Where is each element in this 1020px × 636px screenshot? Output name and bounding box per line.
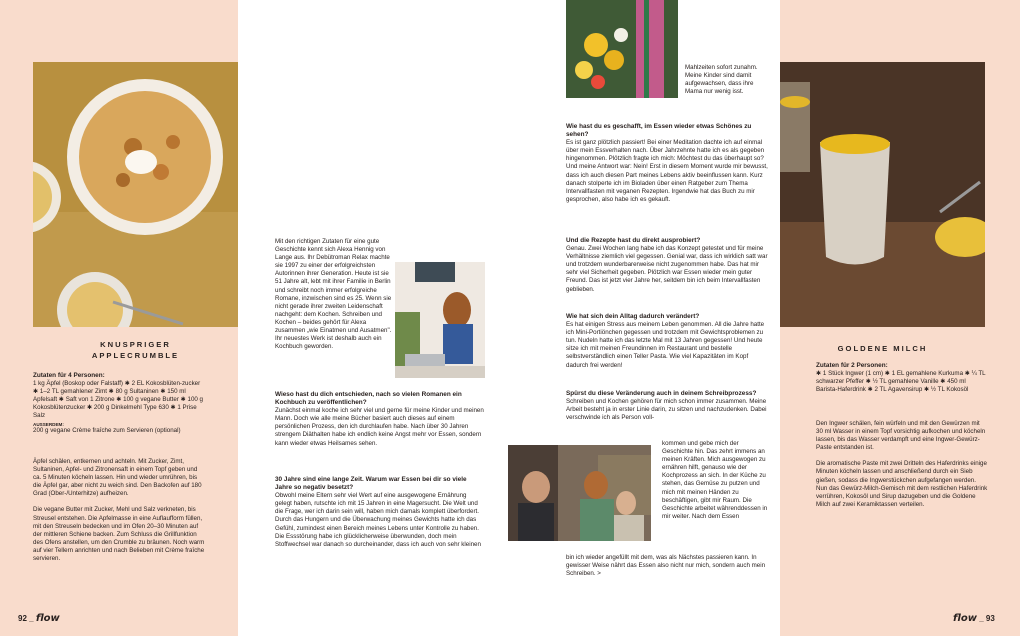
interview-q1: Wieso hast du dich entschieden, nach so vielen Romanen ein Kochbuch zu veröffentlichen? Zunächst einmal koche ich sehr viel und gerne für meine Kinder und meinen Mann. Doch wie alle meine Bücher basiert auch dieses auf einem persönlichen Prozess, den ich durchlaufen habe. Nach über 30 Jahren strengem Diäthalten habe ich endlich keine Angst mehr vor Essen, sondern kann wieder etwas Heilsames sehen. — [275, 391, 484, 447]
milk-recipe-title: GOLDENE MILCH — [837, 344, 928, 353]
interview-q4: Und die Rezepte hast du direkt ausprobiert? Genau. Zwei Wochen lang habe ich das Konzept getestet und für meine Verhältnisse ziemlich viel gegessen. Genial war, dass ich wirklich satt war und trotzdem wunderbarerweise nicht zugenommen habe. Das hat mir sehr viel Sicherheit gegeben. Plötzlich war Essen wieder mein guter Freund. Das ist jetzt vier Jahre her, seitdem bin ich beim Intervallfasten geblieben. — [566, 237, 768, 293]
left-footer: 92 _ flow — [18, 613, 60, 624]
interview-q3: Wie hast du es geschafft, im Essen wieder etwas Schönes zu sehen? Es ist ganz plötzlich passiert! Bei einer Meditation dachte ich auf einmal über mein Essverhalten nach. Über Jahrzehnte hatte ich es als gegeben hingenommen. Plötzlich fragte ich mich: Möchtest du das überhaupt so? Und meine Antwort war: Nein! Erst in diesem Moment wurde mir bewusst, dass ich auch diesen Part meines Lebens aktiv beeinflussen kann. Kurz danach stolperte ich im Bioladen über einen Ratgeber zum Thema Intervallfasten mit veganen Rezepten. Irgendwie hat das Buch zu mir gesprochen, also habe ich es gekauft. — [566, 123, 768, 203]
recipe-title: KNUSPRIGER APPLECRUMBLE — [91, 340, 180, 360]
interview-q6: Spürst du diese Veränderung auch in deinem Schreibprozess? Schreiben und Kochen gehören für mich schon immer zusammen. Meine Arbeit besteht ja in erster Linie darin, zu sitzen und nachzudenken. Dabei verschwinde ich als Person voll- — [566, 390, 767, 422]
right-footer: flow _ 93 — [953, 613, 995, 624]
milk-steps: Den Ingwer schälen, fein würfeln und mit den Gewürzen mit 30 ml Wasser in einem Topf vorsichtig aufkochen und köcheln lassen, bis das Wasser verdampft und eine Ingwer-Gewürz-Paste entstanden ist. Die aromatische Paste mit zwei Dritteln des Haferdrinks einige Minuten köcheln lassen und anschließend durch ein Sieb gießen, sodass die Ingwerstückchen aufgefangen werden. Nun das Gewürz-Milch-Gemisch mit dem restlichen Haferdrink verrühren, Kokosöl und Sirup dazugeben und die Goldene Milch auf zwei Keramiktassen verteilen. — [816, 420, 988, 508]
article-intro: Mit den richtigen Zutaten für eine gute Geschichte kennt sich Alexa Hennig von Lange aus. Ihr Debütroman Relax machte sie 1997 zu einer der erfolgreichsten Autorinnen ihrer Generation. Heute ist sie 51 Jahre alt, lebt mit ihrer Familie in Berlin und schreibt noch immer erfolgreiche Romane, inzwischen sind es 25. Wenn sie nicht gerade ihrer zweiten Leidenschaft nachgeht: dem Kochen. Schreiben und Kochen – beides gehört für Alexa zusammen „wie Einatmen und Ausatmen". Ihr neuestes Werk ist deshalb auch ein Kochbuch geworden. — [275, 238, 392, 351]
sunflower-photo — [566, 0, 678, 98]
golden-milk-photo — [780, 62, 985, 327]
interview-q2: 30 Jahre sind eine lange Zeit. Warum war Essen bei dir so viele Jahre so negativ besetzt? Obwohl meine Eltern sehr viel Wert auf eine ausgewogene Ernährung gelegt haben, rutschte ich mit 15 Jahren in eine Magersucht. Die Welt und die Frage, wer ich darin sein will, haben mich damals komplett überfordert. Durch das Hungern und die Überwachung meines Gewichts hatte ich das Gefühl, zumindest einen Bereich meines Lebens unter Kontrolle zu haben. Die Essstörung habe ich glücklicherweise überwunden, doch mein Stoffwechsel war danach so durcheinander, dass ich auch von sehr kleinen — [275, 476, 481, 548]
article-side-text: kommen und gebe mich der Geschichte hin. Das zehrt immens an meinen Kräften. Mich ausgewogen zu ernähren hilft, genauso wie der Kochprozess an sich. In der Küche zu stehen, das Gemüse zu putzen und mich mit meinen Händen zu beschäftigen, gibt mir Raum. Die Geschichte arbeitet währenddessen in mir weiter. Nach dem Essen — [662, 440, 768, 520]
crumble-steps: Äpfel schälen, entkernen und achteln. Mit Zucker, Zimt, Sultaninen, Apfel- und Zitronensaft in einem Topf geben und ca. 5 Minuten köcheln lassen. Hin und wieder umrühren, bis die Äpfel gar, aber nicht zu weich sind. Den Backofen auf 180 Grad (Ober-/Unterhitze) aufheizen. Die vegane Butter mit Zucker, Mehl und Salz verkneten, bis Streusel entstehen. Die Apfelmasse in eine Auflaufform füllen, mit den Streuseln bedecken und im Ofen 20–30 Minuten auf der mittleren Schiene backen. Zum Schluss die Grillfunktion des Ofens anstellen, um den Crumble zu bräunen. Noch warm auf vier Tellern anrichten und nach Belieben mit Crème fraîche servieren. — [33, 458, 205, 563]
article-continuation: Mahlzeiten sofort zunahm. Meine Kinder sind damit aufgewachsen, dass ihre Mama nur wenig isst. — [685, 64, 758, 96]
apple-crumble-photo — [33, 62, 238, 327]
crumble-ingredients: Zutaten für 4 Personen: 1 kg Äpfel (Boskop oder Falstaff) ✱ 2 EL Kokosblüten-zucker ✱ 1–2 TL gemahlener Zimt ✱ 80 g Sultaninen ✱ 150 ml Apfelsaft ✱ Saft von 1 Zitrone ✱ 100 g vegane Butter ✱ 100 g Kokosblütenzucker ✱ 200 g Dinkelmehl Type 630 ✱ 1 Prise Salz AUSSERDEM: 200 g vegane Crème fraîche zum Servieren (optional) — [33, 372, 203, 434]
family-kitchen-photo — [508, 445, 651, 541]
interview-q5: Wie hat sich dein Alltag dadurch verändert? Es hat einigen Stress aus meinem Leben genommen. All die Jahre hatte ich Mini-Portiönchen gegessen und trotzdem mit Gewichtsproblemen zu tun. Nudeln hatte ich das letzte Mal mit 13 Jahren gegessen! Und heute sitze ich mit meinen Freundinnen im Restaurant und bestelle selbstverständlich einen Teller Pasta. Wie viel Kapazitäten im Kopf dadurch frei werden! — [566, 313, 765, 369]
article-ending: bin ich wieder angefüllt mit dem, was als Nächstes passieren kann. In gewisser Weise nährt das Essen also nicht nur mich, sondern auch mein Schreiben. > — [566, 554, 766, 578]
author-laptop-photo — [395, 262, 485, 378]
milk-ingredients: Zutaten für 2 Personen: ✱ 1 Stück Ingwer (1 cm) ✱ 1 EL gemahlene Kurkuma ✱ ¼ TL schwarzer Pfeffer ✱ ½ TL gemahlene Vanille ✱ 450 ml Barista-Haferdrink ✱ 2 TL Agavensirup ✱ ½ TL Kokosöl — [816, 362, 986, 394]
